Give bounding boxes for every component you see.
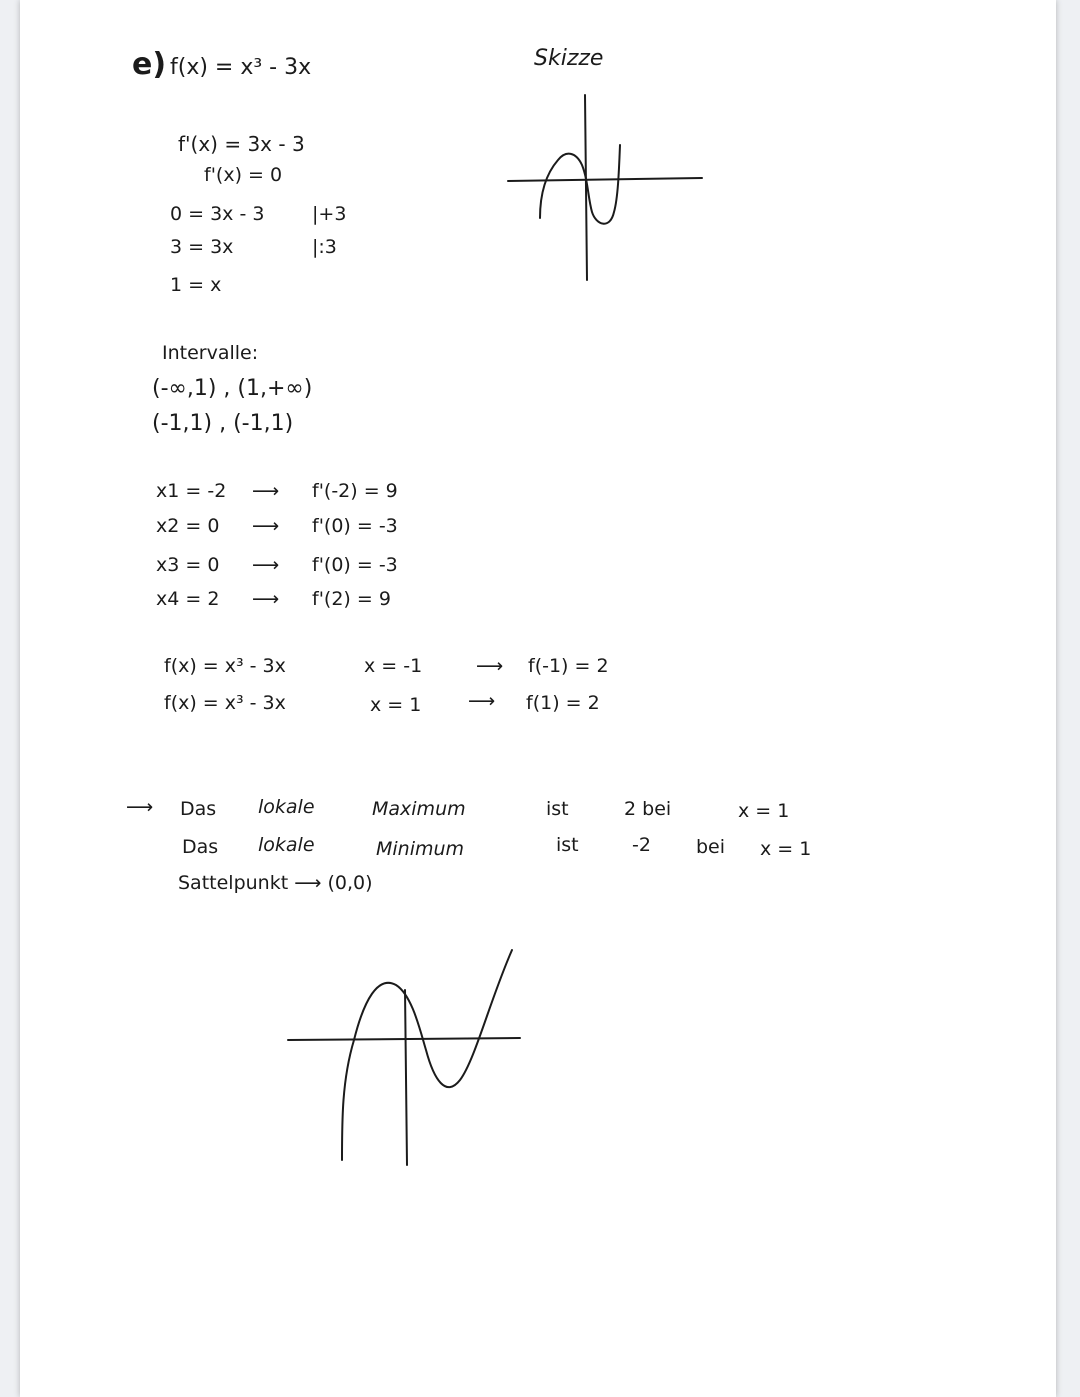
min-das: Das [182,836,219,858]
equation-operation-2: |:3 [312,236,337,258]
eval-function-1: f(x) = x³ - 3x [164,655,286,677]
min-ist: ist [556,834,579,856]
test-value-1: f'(-2) = 9 [312,480,398,502]
task-label: e) [132,47,167,82]
eval-x-2: x = 1 [370,694,422,716]
eval-function-2: f(x) = x³ - 3x [164,692,286,714]
max-value: 2 bei [624,798,672,820]
eval-x-1: x = -1 [364,655,423,677]
derivative-condition: f'(x) = 0 [204,164,283,186]
test-arrow-2: ⟶ [252,515,280,537]
notebook-page [20,0,1056,1397]
sketch-label: Skizze [534,46,604,71]
test-x-4: x4 = 2 [156,588,220,610]
test-x-1: x1 = -2 [156,480,227,502]
sketch-large-curve [342,950,512,1160]
sketch-large-y-axis [405,990,407,1165]
intervals-heading: Intervalle: [162,342,259,364]
min-word: Minimum [376,838,465,860]
eval-arrow-2: ⟶ [468,690,496,712]
equation-step-2: 3 = 3x [170,236,234,258]
test-value-2: f'(0) = -3 [312,515,398,537]
equation-result: 1 = x [170,274,222,296]
sketch-large [20,0,1056,1397]
test-arrow-1: ⟶ [252,480,280,502]
min-position: x = 1 [760,838,812,860]
min-bei: bei [696,836,726,858]
max-das: Das [180,798,217,820]
sketch-large-x-axis [288,1038,520,1040]
function-definition: f(x) = x³ - 3x [170,55,312,80]
min-value: -2 [632,834,651,856]
max-position: x = 1 [738,800,790,822]
max-lokale: lokale [258,796,315,818]
first-derivative: f'(x) = 3x - 3 [178,132,305,156]
test-value-4: f'(2) = 9 [312,588,391,610]
test-x-2: x2 = 0 [156,515,220,537]
equation-step-1: 0 = 3x - 3 [170,203,265,225]
eval-result-2: f(1) = 2 [526,692,600,714]
conclusion-arrow: ⟶ [126,796,154,818]
intervals-line-2: (-1,1) , (-1,1) [152,411,294,436]
eval-result-1: f(-1) = 2 [528,655,609,677]
max-word: Maximum [372,798,466,820]
min-lokale: lokale [258,834,315,856]
intervals-line-1: (-∞,1) , (1,+∞) [152,376,313,401]
test-arrow-4: ⟶ [252,588,280,610]
test-arrow-3: ⟶ [252,554,280,576]
equation-operation-1: |+3 [312,203,347,225]
test-x-3: x3 = 0 [156,554,220,576]
saddle-point: Sattelpunkt ⟶ (0,0) [178,872,373,894]
test-value-3: f'(0) = -3 [312,554,398,576]
eval-arrow-1: ⟶ [476,655,504,677]
max-ist: ist [546,798,569,820]
